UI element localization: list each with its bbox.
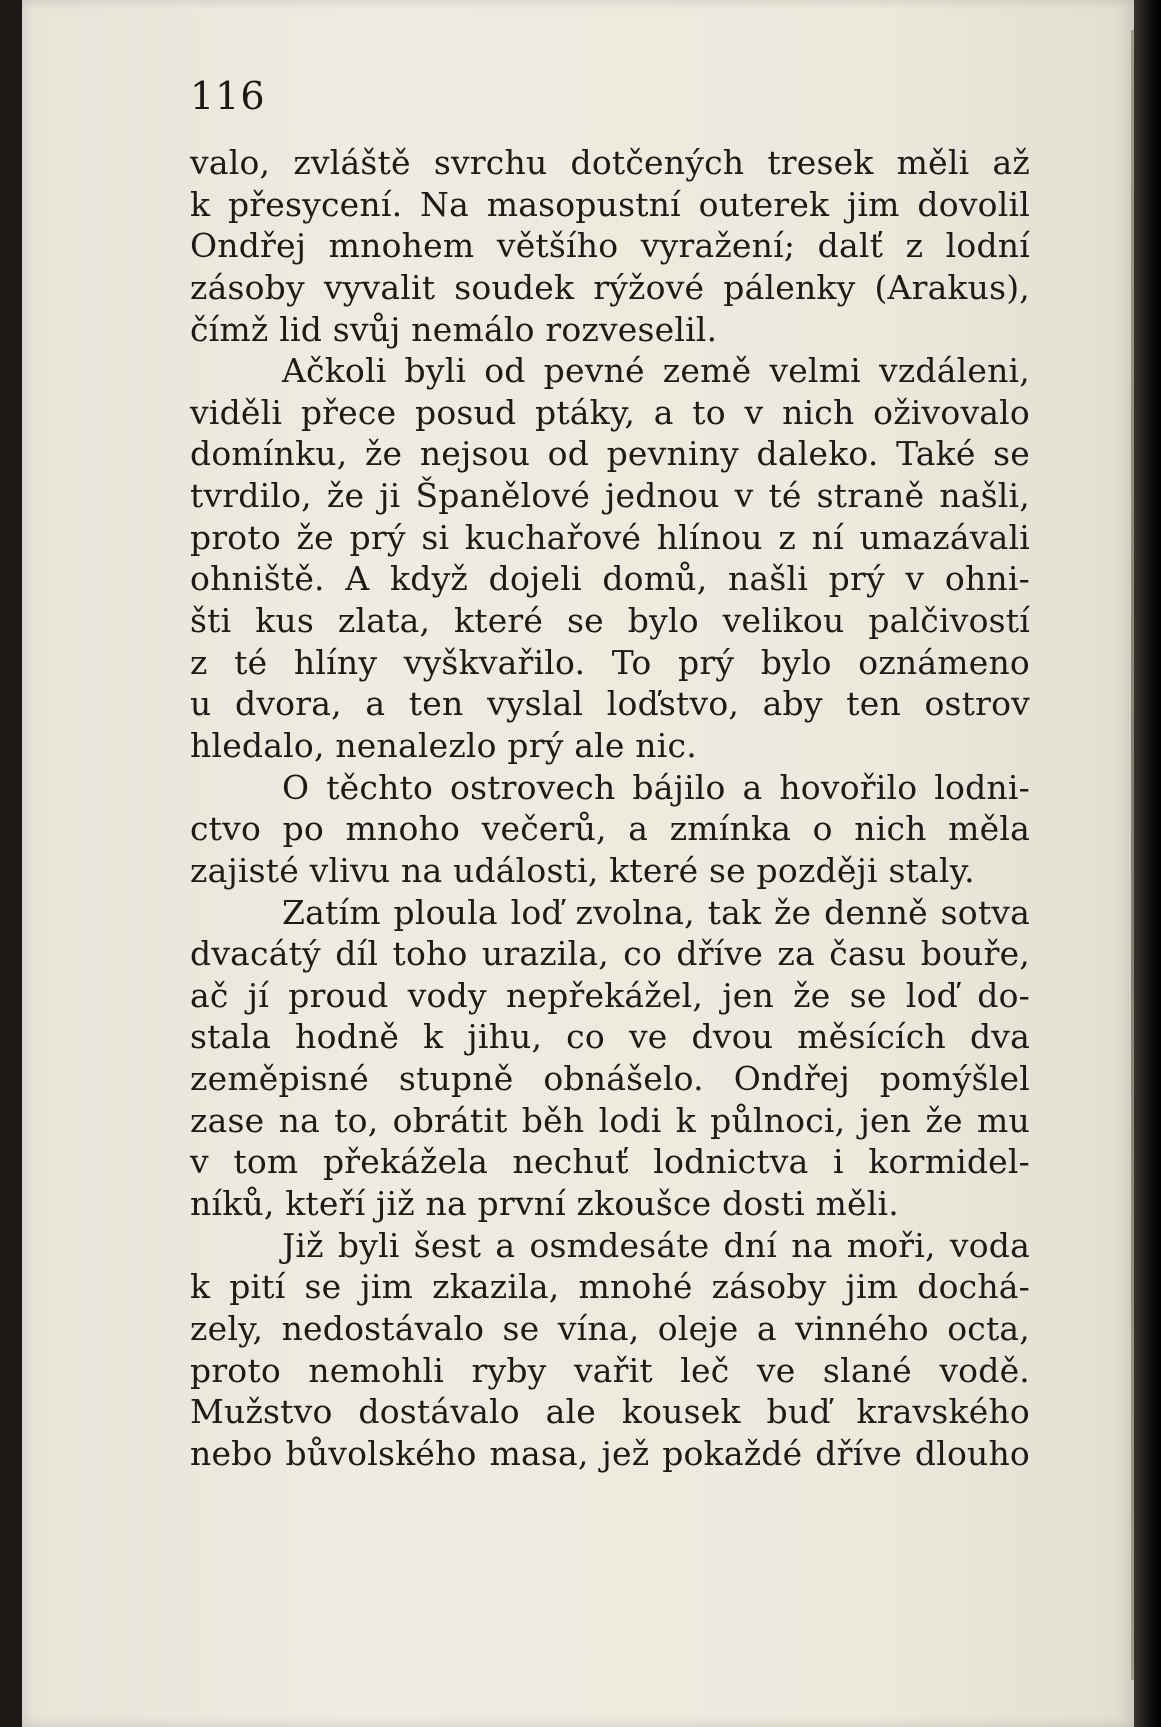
text-line: k přesycení. Na masopustní outerek jim dovolil bbox=[190, 184, 1030, 224]
text-line: z té hlíny vyškvařilo. To prý bylo oznámeno bbox=[190, 642, 1030, 682]
text-line: níků, kteří již na první zkoušce dosti měli. bbox=[190, 1184, 899, 1224]
text-line: proto nemohli ryby vařit leč ve slané vodě. bbox=[190, 1350, 1030, 1390]
text-line: Již byli šest a osmdesáte dní na moři, voda bbox=[282, 1225, 1030, 1265]
text-line: ohniště. A když dojeli domů, našli prý v ohni- bbox=[190, 559, 1030, 599]
text-line: zase na to, obrátit běh lodi k půlnoci, jen že mu bbox=[190, 1100, 1030, 1140]
text-line: stala hodně k jihu, co ve dvou měsících dva bbox=[190, 1017, 1030, 1057]
page-number: 116 bbox=[190, 74, 266, 118]
text-line: Zatím ploula loď zvolna, tak že denně sotva bbox=[282, 892, 1030, 932]
text-line: Ačkoli byli od pevné země velmi vzdáleni, bbox=[282, 351, 1030, 391]
text-line: k pití se jim zkazila, mnohé zásoby jim dochá- bbox=[190, 1267, 1030, 1307]
text-line: ač jí proud vody nepřekážel, jen že se loď do- bbox=[190, 975, 1030, 1015]
text-line: nebo bůvolského masa, jež pokaždé dříve dlouho bbox=[190, 1433, 1030, 1473]
text-line: domínku, že nejsou od pevniny daleko. Také se bbox=[190, 434, 1030, 474]
text-line: zajisté vlivu na události, které se později staly. bbox=[190, 850, 975, 890]
text-line: zásoby vyvalit soudek rýžové pálenky (Arakus), bbox=[190, 267, 1030, 307]
text-line: dvacátý díl toho urazila, co dříve za času bouře, bbox=[190, 934, 1030, 974]
text-line: tvrdilo, že ji Španělové jednou v té straně našli, bbox=[190, 476, 1030, 516]
text-line: ctvo po mnoho večerů, a zmínka o nich měla bbox=[190, 809, 1030, 849]
text-line: viděli přece posud ptáky, a to v nich oživovalo bbox=[190, 392, 1030, 432]
text-line: v tom překážela nechuť lodnictva i kormidel- bbox=[190, 1142, 1030, 1182]
text-line: valo, zvláště svrchu dotčených tresek měli až bbox=[190, 143, 1030, 182]
text-line: čímž lid svůj nemálo rozveselil. bbox=[190, 309, 718, 349]
text-line: O těchto ostrovech bájilo a hovořilo lodni- bbox=[282, 767, 1030, 807]
text-line: Mužstvo dostávalo ale kousek buď kravského bbox=[190, 1392, 1030, 1432]
text-line: zely, nedostávalo se vína, oleje a vinného octa, bbox=[190, 1308, 1030, 1348]
text-line: u dvora, a ten vyslal loďstvo, aby ten ostrov bbox=[190, 684, 1030, 724]
book-spine bbox=[1134, 0, 1161, 1727]
body-text bbox=[190, 142, 1030, 1475]
text-line: hledalo, nenalezlo prý ale nic. bbox=[190, 725, 697, 765]
text-line: zeměpisné stupně obnášelo. Ondřej pomýšlel bbox=[190, 1059, 1030, 1099]
text-line: šti kus zlata, které se bylo velikou palčivostí bbox=[190, 601, 1030, 641]
text-line: proto že prý si kuchařové hlínou z ní umazávali bbox=[190, 517, 1030, 557]
text-line: Ondřej mnohem většího vyražení; dalť z lodní bbox=[190, 226, 1030, 266]
